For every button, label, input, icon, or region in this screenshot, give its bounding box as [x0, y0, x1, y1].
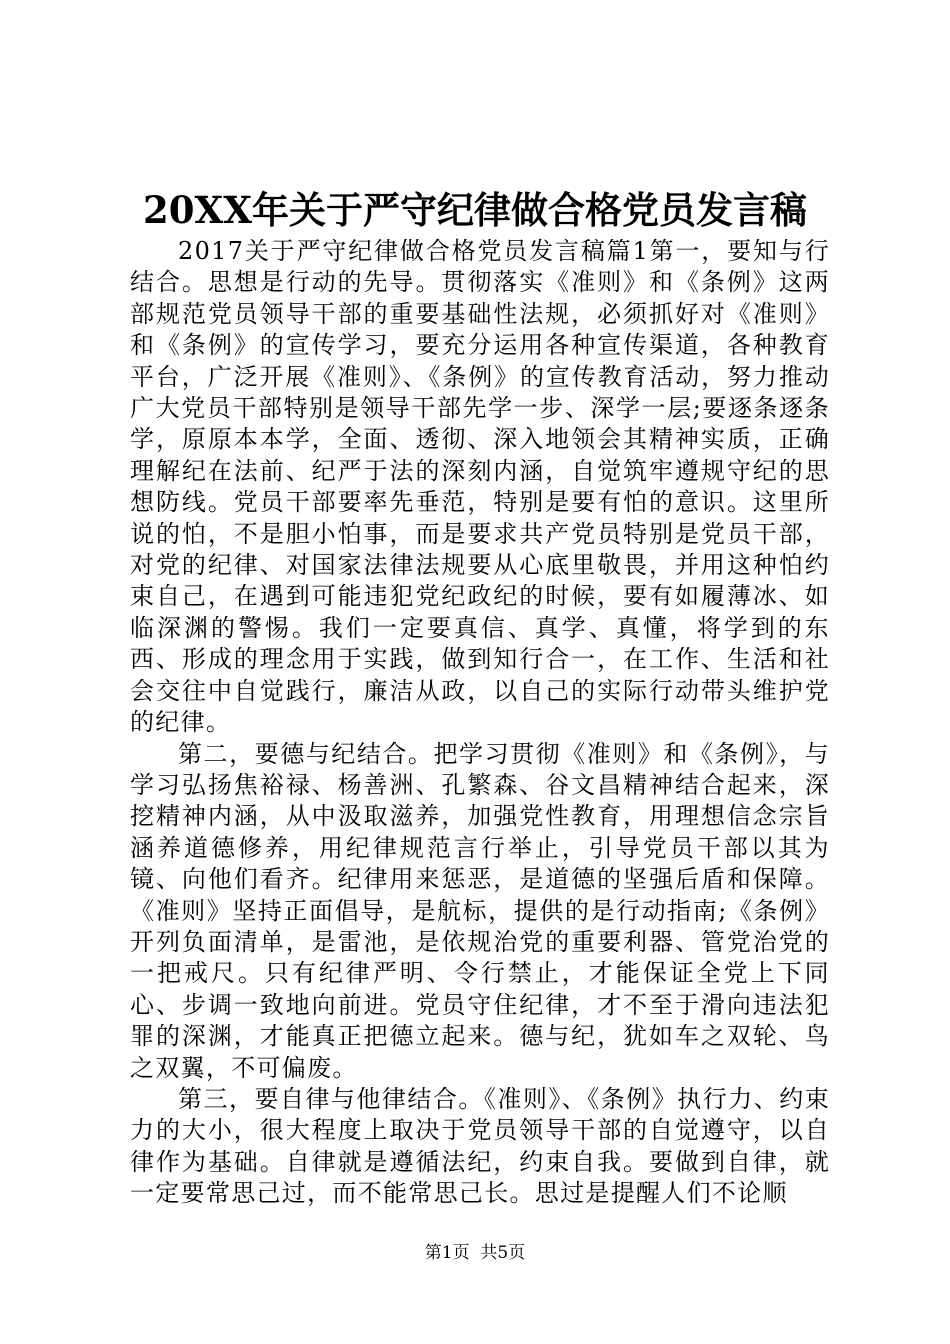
paragraph-3: 第三，要自律与他律结合。《准则》、《条例》执行力、约束力的大小，很大程度上取决于党员领导干部的自觉遵守，以自律作为基础。自律就是遵循法纪，约束自我。要做到自律，就一定要常思己过，而不能常思己长。思过是提醒人们不论顺	[130, 1084, 830, 1208]
page-total: 共5页	[480, 1243, 526, 1263]
paragraph-1: 2017关于严守纪律做合格党员发言稿篇1第一，要知与行结合。思想是行动的先导。贯彻落实《准则》和《条例》这两部规范党员领导干部的重要基础性法规，必须抓好对《准则》和《条例》的宣传学习，要充分运用各种宣传渠道，各种教育平台，广泛开展《准则》、《条例》的宣传教育活动，努力推动广大党员干部特别是领导干部先学一步、深学一层;要逐条逐条学，原原本本学，全面、透彻、深入地领会其精神实质，正确理解纪在法前、纪严于法的深刻内涵，自觉筑牢遵规守纪的思想防线。党员干部要率先垂范，特别是要有怕的意识。这里所说的怕，不是胆小怕事，而是要求共产党员特别是党员干部，对党的纪律、对国家法律法规要从心底里敬畏，并用这种怕约束自己，在遇到可能违犯党纪政纪的时候，要有如履薄冰、如临深渊的警惕。我们一定要真信、真学、真懂，将学到的东西、形成的理念用于实践，做到知行合一，在工作、生活和社会交往中自觉践行，廉洁从政，以自己的实际行动带头维护党的纪律。	[130, 237, 830, 737]
document-body	[130, 236, 830, 1210]
page-number: 第1页	[424, 1243, 470, 1263]
document-title: 20XX年关于严守纪律做合格党员发言稿	[143, 188, 807, 232]
page-footer	[0, 1241, 950, 1265]
paragraph-2: 第二，要德与纪结合。把学习贯彻《准则》和《条例》，与学习弘扬焦裕禄、杨善洲、孔繁森、谷文昌精神结合起来，深挖精神内涵，从中汲取滋养，加强党性教育，用理想信念宗旨涵养道德修养，用纪律规范言行举止，引导党员干部以其为镜、向他们看齐。纪律用来惩恶，是道德的坚强后盾和保障。《准则》坚持正面倡导，是航标，提供的是行动指南;《条例》开列负面清单，是雷池，是依规治党的重要利器、管党治党的一把戒尺。只有纪律严明、令行禁止，才能保证全党上下同心、步调一致地向前进。党员守住纪律，才不至于滑向违法犯罪的深渊，才能真正把德立起来。德与纪，犹如车之双轮、鸟之双翼，不可偏废。	[130, 739, 830, 1082]
